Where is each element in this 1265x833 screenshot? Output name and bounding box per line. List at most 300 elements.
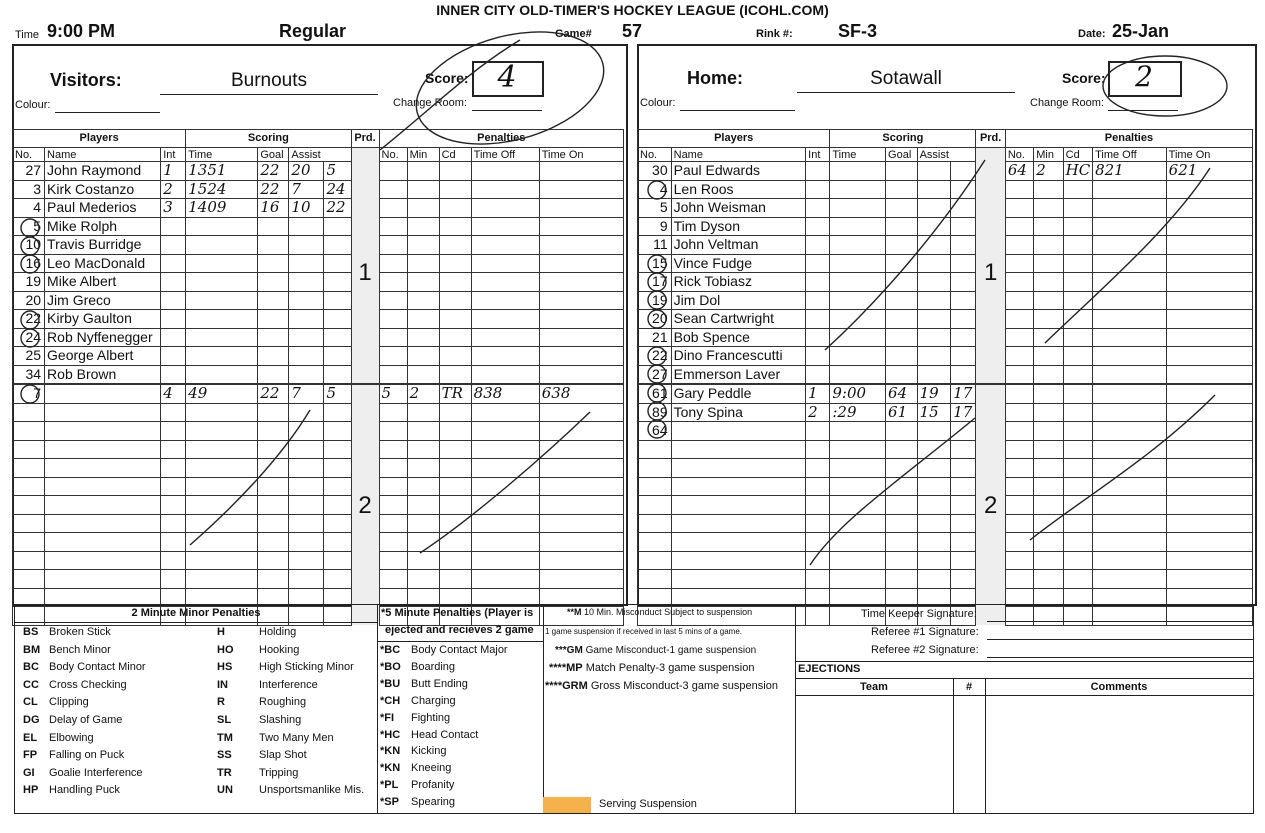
scoring-assist-2 <box>324 551 351 570</box>
assist-header: Assist <box>289 148 351 162</box>
scoring-time <box>830 328 886 347</box>
scoring-int <box>161 533 186 552</box>
scoring-assist-2 <box>324 347 351 366</box>
scoring-assist-1: 7 <box>289 180 324 199</box>
scoring-assist-1 <box>917 273 951 292</box>
penalty-code: TM <box>217 731 233 744</box>
penalty-number <box>1005 236 1033 255</box>
player-name <box>45 384 161 403</box>
penalty-time-on <box>1166 514 1252 533</box>
penalty-time-on <box>1166 440 1252 459</box>
home-score: 2 <box>1135 60 1153 93</box>
penalty-description: Cross Checking <box>49 678 127 691</box>
scoring-int: 1 <box>161 162 186 181</box>
player-name: Travis Burridge <box>45 236 161 255</box>
scoring-time <box>186 254 258 273</box>
table-row <box>638 403 1253 422</box>
penalty-minutes <box>407 217 439 236</box>
scoring-int <box>806 570 830 589</box>
misconduct-text-2: 1 game suspension if received in last 5 mins of a game. <box>545 627 742 636</box>
scoring-goal <box>258 291 289 310</box>
scoring-int <box>806 440 830 459</box>
int-header: Int <box>806 148 830 162</box>
scoring-assist-2 <box>951 459 976 478</box>
scoring-assist-2 <box>951 496 976 515</box>
time-on-header: Time On <box>539 148 623 162</box>
scoring-assist-1 <box>289 533 324 552</box>
scoring-assist-2 <box>324 440 351 459</box>
penalty-code: HS <box>217 661 233 674</box>
scoring-goal <box>886 254 918 273</box>
scoring-int: 2 <box>806 403 830 422</box>
scoring-assist-2 <box>324 273 351 292</box>
penalty-code: TR <box>439 384 471 403</box>
scoring-assist-1 <box>917 180 951 199</box>
scoring-time <box>830 180 886 199</box>
player-number: 22 <box>13 310 45 329</box>
penalty-description: Interference <box>259 678 318 691</box>
scoring-assist-1 <box>289 217 324 236</box>
gm-text: Game Misconduct-1 game suspension <box>585 645 757 656</box>
ejections-number-header: # <box>965 681 973 693</box>
penalty-minutes <box>1034 310 1063 329</box>
penalty-description: Slashing <box>259 714 302 726</box>
table-row <box>13 477 624 496</box>
scoring-assist-2 <box>951 570 976 589</box>
penalty-number <box>1005 459 1033 478</box>
player-name <box>671 477 806 496</box>
penalty-code <box>439 310 471 329</box>
scoring-time <box>830 551 886 570</box>
scoring-assist-2 <box>951 162 976 181</box>
no-header: No. <box>13 148 45 162</box>
penalty-number <box>379 291 407 310</box>
scoring-assist-1 <box>289 459 324 478</box>
player-name: John Raymond <box>45 162 161 181</box>
referee2-label: Referee #2 Signature: <box>871 644 979 656</box>
player-name <box>45 459 161 478</box>
player-number: 5 <box>638 199 672 218</box>
scoring-assist-1 <box>289 514 324 533</box>
scoring-goal <box>886 496 918 515</box>
penalty-minutes <box>407 254 439 273</box>
scoring-assist-1: 10 <box>289 199 324 218</box>
penalty-minutes <box>407 477 439 496</box>
scoring-assist-1 <box>917 477 951 496</box>
penalty-description: Two Many Men <box>259 731 334 744</box>
penalty-time-off <box>471 273 539 292</box>
penalty-code: EL <box>23 731 38 744</box>
penalty-time-on <box>539 365 623 384</box>
table-row <box>13 162 624 181</box>
scoring-goal <box>258 273 289 292</box>
player-name: Sean Cartwright <box>671 310 806 329</box>
scoring-assist-1 <box>289 365 324 384</box>
visitors-score: 4 <box>497 60 517 95</box>
penalty-code <box>439 570 471 589</box>
pen-cd-header: Cd <box>439 148 471 162</box>
scoring-time <box>186 217 258 236</box>
penalty-minutes <box>407 533 439 552</box>
scoring-time <box>186 347 258 366</box>
scoring-assist-1 <box>917 199 951 218</box>
players-header: Players <box>13 130 186 148</box>
table-row <box>638 254 1253 273</box>
penalty-code <box>439 162 471 181</box>
date-value: 25-Jan <box>1112 21 1170 41</box>
penalty-code <box>439 254 471 273</box>
penalty-number <box>379 533 407 552</box>
penalty-code <box>439 459 471 478</box>
scoring-int <box>161 496 186 515</box>
penalty-number <box>1005 422 1033 441</box>
scoring-goal <box>886 365 918 384</box>
scoring-assist-2 <box>951 514 976 533</box>
table-row <box>638 291 1253 310</box>
scoring-assist-2 <box>951 236 976 255</box>
penalty-minutes <box>407 291 439 310</box>
player-number: 19 <box>638 291 672 310</box>
player-number: 20 <box>638 310 672 329</box>
penalty-minutes <box>1034 403 1063 422</box>
penalty-code <box>439 440 471 459</box>
penalty-time-on <box>539 459 623 478</box>
player-name: Vince Fudge <box>671 254 806 273</box>
penalty-time-off <box>471 217 539 236</box>
penalty-description: High Sticking Minor <box>259 661 354 674</box>
penalty-time-on <box>1166 422 1252 441</box>
scoring-assist-2 <box>951 347 976 366</box>
penalty-code <box>1063 291 1092 310</box>
penalty-number <box>1005 180 1033 199</box>
player-name <box>671 570 806 589</box>
scoring-time <box>186 310 258 329</box>
player-name <box>671 551 806 570</box>
penalty-description: Holding <box>259 626 297 638</box>
penalty-number <box>379 570 407 589</box>
penalty-number <box>379 180 407 199</box>
player-number <box>638 477 672 496</box>
grm-text: Gross Misconduct-3 game suspension <box>590 680 778 692</box>
penalty-time-off <box>471 422 539 441</box>
scoring-time: 9:00 <box>830 384 886 403</box>
penalty-code <box>1063 273 1092 292</box>
penalty-minutes <box>407 459 439 478</box>
scoring-time <box>830 365 886 384</box>
scoring-int <box>161 254 186 273</box>
scoring-goal <box>258 254 289 273</box>
player-name: Dino Francescutti <box>671 347 806 366</box>
penalty-description: Boarding <box>411 660 456 673</box>
scoring-int <box>161 440 186 459</box>
pen-min-header: Min <box>1034 148 1063 162</box>
player-name <box>671 514 806 533</box>
player-name: Gary Peddle <box>671 384 806 403</box>
player-number: 24 <box>13 328 45 347</box>
penalty-code <box>439 496 471 515</box>
penalty-number <box>379 254 407 273</box>
player-number: 4 <box>638 180 672 199</box>
player-name: John Veltman <box>671 236 806 255</box>
table-row <box>638 477 1253 496</box>
scoring-assist-2 <box>951 291 976 310</box>
table-row <box>13 365 624 384</box>
penalty-description: Goalie Interference <box>49 766 143 779</box>
scoring-assist-1 <box>917 310 951 329</box>
penalty-time-off <box>1093 514 1167 533</box>
penalty-time-off <box>1093 180 1167 199</box>
penalty-description: Head Contact <box>411 728 479 741</box>
scoring-int <box>161 328 186 347</box>
penalty-code <box>439 236 471 255</box>
table-row <box>13 273 624 292</box>
penalty-time-off <box>471 310 539 329</box>
player-name <box>671 496 806 515</box>
scoring-assist-2 <box>951 180 976 199</box>
scoring-assist-2 <box>324 217 351 236</box>
penalty-number <box>1005 533 1033 552</box>
penalty-time-on <box>539 310 623 329</box>
scoring-assist-2 <box>324 403 351 422</box>
penalty-time-on <box>1166 570 1252 589</box>
player-number: 61 <box>638 384 672 403</box>
penalty-time-off <box>471 291 539 310</box>
time-keeper-label: Time Keeper Signature: <box>861 608 977 620</box>
scoring-goal <box>258 477 289 496</box>
scoring-assist-1 <box>289 254 324 273</box>
penalty-code <box>439 217 471 236</box>
scoring-assist-2 <box>324 310 351 329</box>
penalty-minutes: 2 <box>407 384 439 403</box>
penalty-minutes <box>1034 347 1063 366</box>
player-name <box>45 440 161 459</box>
penalty-description: Clipping <box>49 696 89 709</box>
table-row <box>638 570 1253 589</box>
goal-header: Goal <box>886 148 918 162</box>
penalty-minutes <box>407 570 439 589</box>
penalty-code: BS <box>23 626 39 638</box>
scoring-goal <box>886 217 918 236</box>
player-number: 89 <box>638 403 672 422</box>
penalty-time-on <box>1166 347 1252 366</box>
penalty-time-off <box>1093 403 1167 422</box>
penalty-time-on <box>539 477 623 496</box>
scoring-goal <box>886 328 918 347</box>
scoring-assist-2 <box>951 551 976 570</box>
scoring-goal <box>258 459 289 478</box>
penalty-minutes <box>1034 291 1063 310</box>
table-row <box>13 254 624 273</box>
scoring-time <box>186 440 258 459</box>
penalty-code <box>1063 477 1092 496</box>
scoring-assist-1 <box>289 347 324 366</box>
penalty-code: *KN <box>380 745 401 758</box>
penalty-time-on <box>1166 217 1252 236</box>
table-row <box>13 217 624 236</box>
penalty-minutes <box>1034 570 1063 589</box>
table-row <box>638 551 1253 570</box>
home-score-label: Score: <box>1062 70 1106 86</box>
player-number <box>638 551 672 570</box>
penalty-description: Kicking <box>411 745 447 758</box>
player-name <box>45 514 161 533</box>
penalty-description: Fighting <box>411 711 451 724</box>
mp-code: ****MP <box>549 662 583 674</box>
table-row <box>638 514 1253 533</box>
scoring-goal <box>886 551 918 570</box>
time-off-header: Time Off <box>1093 148 1167 162</box>
period-2: 2 <box>351 384 379 625</box>
scoring-assist-2 <box>324 533 351 552</box>
penalty-minutes <box>1034 273 1063 292</box>
scoring-assist-1 <box>289 570 324 589</box>
scoring-goal <box>886 477 918 496</box>
player-number: 21 <box>638 328 672 347</box>
scoring-goal <box>258 365 289 384</box>
scoring-assist-2 <box>951 254 976 273</box>
penalty-number <box>1005 551 1033 570</box>
home-colour-label: Colour: <box>640 97 676 109</box>
scoring-assist-1 <box>289 477 324 496</box>
player-name <box>45 533 161 552</box>
scoring-assist-2 <box>324 459 351 478</box>
penalty-number <box>1005 273 1033 292</box>
scoring-time <box>186 514 258 533</box>
table-row <box>638 180 1253 199</box>
scoring-assist-2 <box>324 365 351 384</box>
penalty-number <box>1005 496 1033 515</box>
scoring-time <box>186 570 258 589</box>
prd-blank <box>976 148 1005 162</box>
penalty-minutes <box>1034 551 1063 570</box>
time-off-header: Time Off <box>471 148 539 162</box>
period-1: 1 <box>351 162 379 385</box>
scoring-time <box>186 477 258 496</box>
table-row <box>638 440 1253 459</box>
penalty-number <box>1005 365 1033 384</box>
period-2: 2 <box>976 384 1005 625</box>
player-name: Bob Spence <box>671 328 806 347</box>
scoring-assist-1 <box>917 347 951 366</box>
penalty-description: Broken Stick <box>49 626 111 638</box>
penalty-time-on <box>539 236 623 255</box>
penalty-code: *BO <box>380 660 401 673</box>
player-number: 10 <box>13 236 45 255</box>
scoring-assist-1 <box>917 514 951 533</box>
table-row <box>13 384 624 403</box>
penalty-time-off: 821 <box>1093 162 1167 181</box>
penalty-description: Spearing <box>411 796 456 809</box>
penalty-time-on <box>1166 403 1252 422</box>
penalty-number: 64 <box>1005 162 1033 181</box>
player-number: 64 <box>638 422 672 441</box>
scoring-assist-2: 5 <box>324 162 351 181</box>
player-name: Leo MacDonald <box>45 254 161 273</box>
scoring-assist-2 <box>951 440 976 459</box>
scoring-assist-1 <box>289 440 324 459</box>
penalty-time-off <box>1093 273 1167 292</box>
table-row <box>13 347 624 366</box>
penalty-time-on <box>1166 328 1252 347</box>
player-number: 9 <box>638 217 672 236</box>
penalty-minutes <box>407 162 439 181</box>
penalty-minutes <box>1034 199 1063 218</box>
penalty-time-on <box>1166 180 1252 199</box>
ejections-team-header: Team <box>860 681 888 693</box>
scoring-assist-1 <box>917 570 951 589</box>
table-row <box>638 533 1253 552</box>
player-number: 7 <box>13 384 45 403</box>
penalty-time-off <box>1093 440 1167 459</box>
penalty-description: Delay of Game <box>49 714 123 726</box>
penalty-time-on <box>539 254 623 273</box>
league-title: INNER CITY OLD-TIMER'S HOCKEY LEAGUE (ICOHL.COM) <box>436 2 829 18</box>
penalty-number <box>379 365 407 384</box>
penalty-time-on <box>1166 384 1252 403</box>
scoring-assist-2 <box>951 310 976 329</box>
penalty-time-on <box>539 570 623 589</box>
penalty-code: H <box>217 626 225 638</box>
penalty-number <box>379 273 407 292</box>
penalty-time-off <box>471 162 539 181</box>
penalty-code <box>1063 384 1092 403</box>
scoring-assist-2 <box>951 365 976 384</box>
scoring-goal <box>886 236 918 255</box>
scoring-assist-1 <box>289 236 324 255</box>
player-number <box>13 551 45 570</box>
serving-suspension: Serving Suspension <box>599 798 697 810</box>
player-number <box>638 496 672 515</box>
scoring-assist-1 <box>917 236 951 255</box>
penalties-header: Penalties <box>379 130 623 148</box>
scoring-int <box>806 236 830 255</box>
scoring-goal <box>258 440 289 459</box>
penalty-number <box>379 477 407 496</box>
penalty-code <box>1063 254 1092 273</box>
scoring-goal <box>258 422 289 441</box>
penalty-minutes <box>1034 365 1063 384</box>
penalty-code: *BC <box>380 644 401 656</box>
player-number: 15 <box>638 254 672 273</box>
penalty-minutes <box>407 440 439 459</box>
scoring-int <box>806 533 830 552</box>
penalty-minutes <box>407 328 439 347</box>
penalty-time-on <box>1166 365 1252 384</box>
scoring-assist-1 <box>289 328 324 347</box>
penalty-minutes <box>407 496 439 515</box>
player-name <box>45 570 161 589</box>
table-row <box>638 365 1253 384</box>
scoring-int <box>161 291 186 310</box>
penalty-minutes <box>1034 496 1063 515</box>
penalty-code <box>439 328 471 347</box>
scoring-assist-1: 7 <box>289 384 324 403</box>
penalty-time-off <box>471 180 539 199</box>
player-number: 25 <box>13 347 45 366</box>
scoring-assist-1: 15 <box>917 403 951 422</box>
visitors-scoresheet <box>12 129 624 626</box>
player-number <box>638 459 672 478</box>
player-number: 27 <box>638 365 672 384</box>
penalty-number <box>379 162 407 181</box>
penalty-code: HP <box>23 784 39 797</box>
scoring-assist-1 <box>917 365 951 384</box>
penalty-code <box>1063 310 1092 329</box>
penalty-time-off <box>471 440 539 459</box>
penalty-code: *FI <box>380 711 395 724</box>
penalty-minutes <box>407 365 439 384</box>
penalty-number <box>1005 217 1033 236</box>
